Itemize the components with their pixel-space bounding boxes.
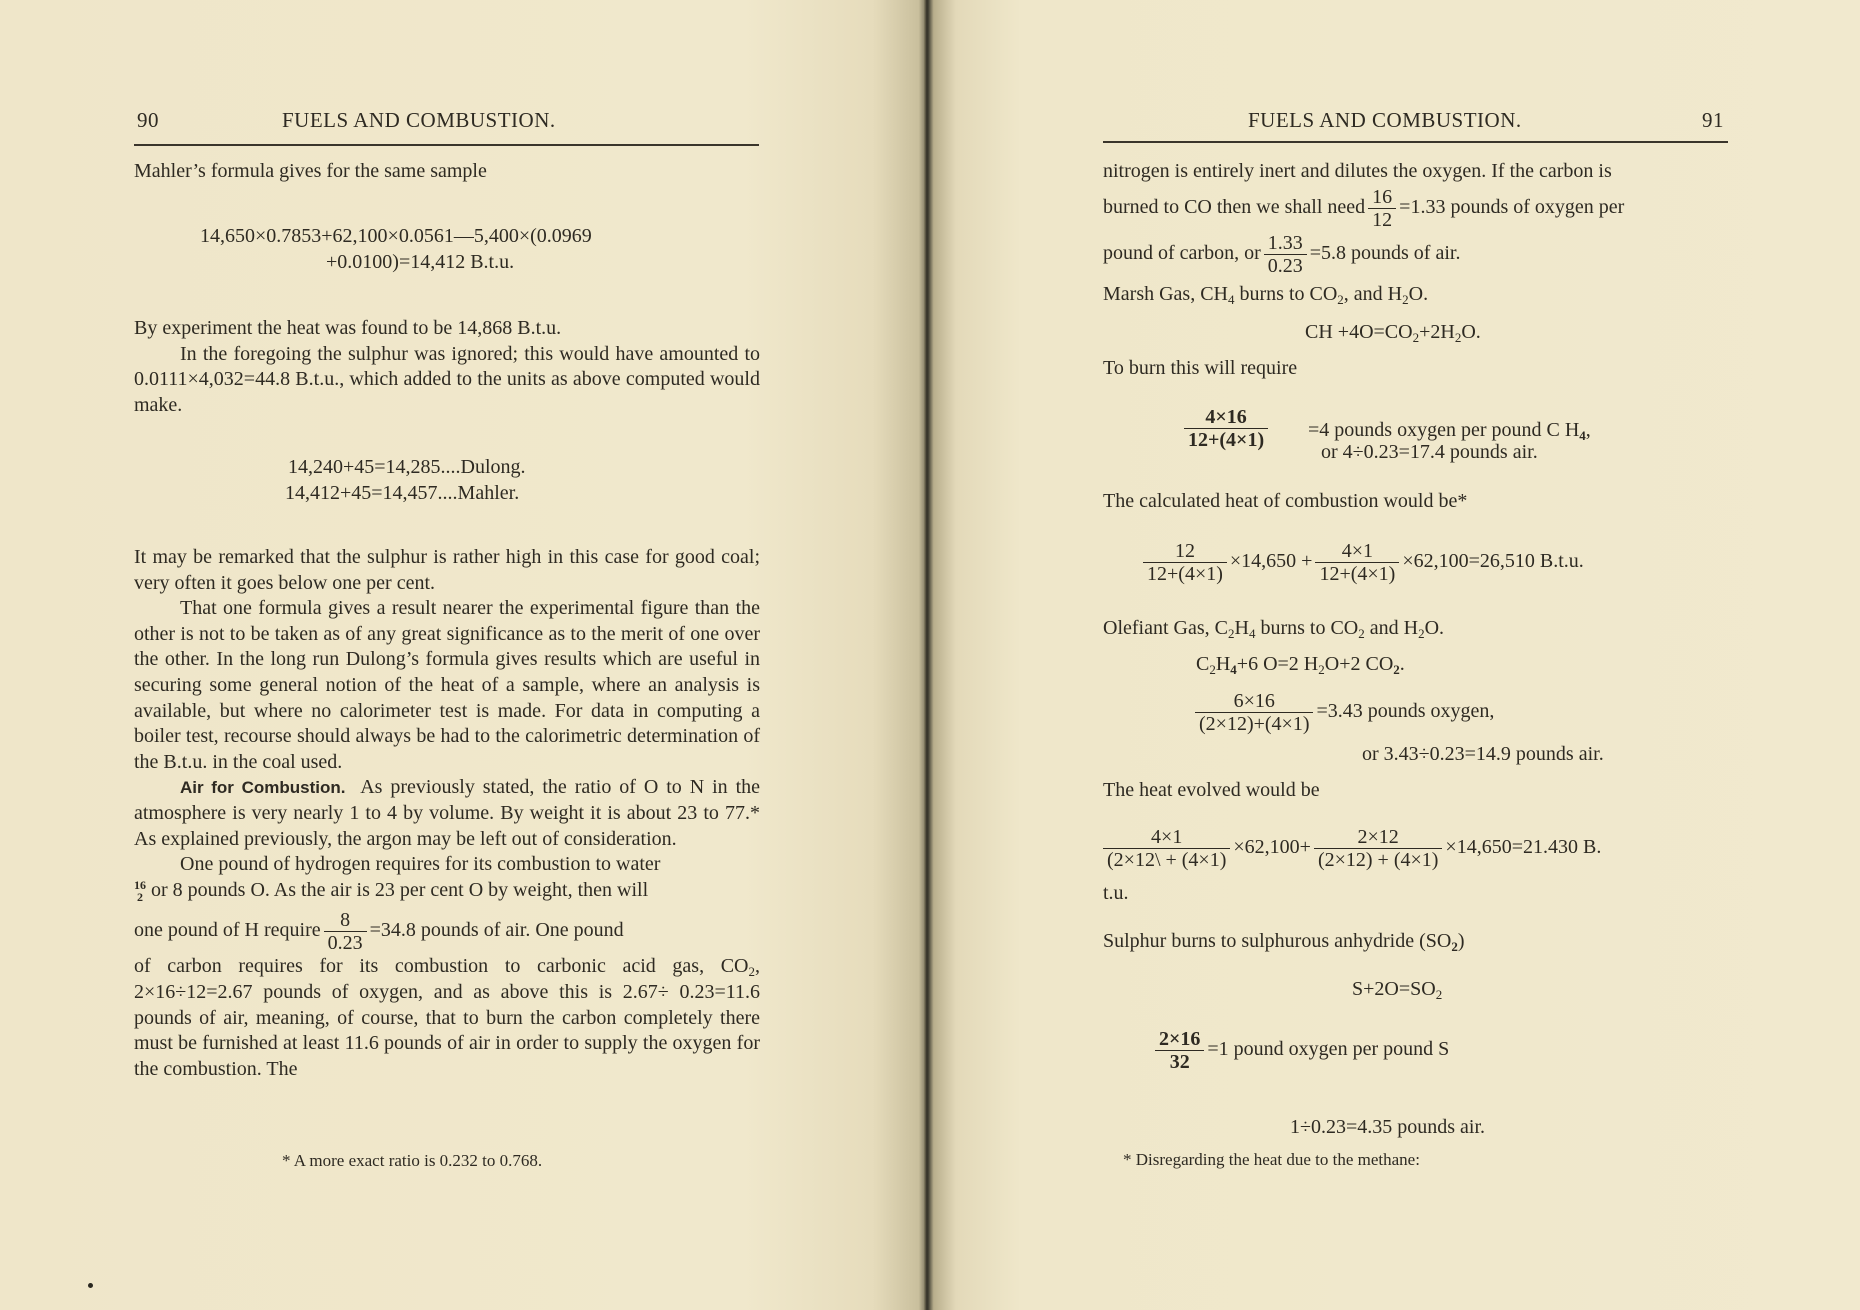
fraction-16-over-2	[134, 879, 146, 903]
paragraph-air-for-combustion	[134, 775, 760, 852]
subscript: 2	[1318, 662, 1325, 677]
fraction-numerator: 2×16	[1155, 1028, 1204, 1051]
footnote-left: * A more exact ratio is 0.232 to 0.768.	[282, 1151, 543, 1170]
ch4-oxygen-text-b: ,	[1585, 419, 1591, 441]
paragraph-carbon	[134, 954, 760, 1082]
olefiant-text: O.	[1424, 617, 1445, 639]
fraction-2x12-over-28	[1314, 826, 1442, 871]
heat2-eq-mult-2: ×14,650=21.430 B.	[1445, 836, 1602, 859]
subscript: 4	[1228, 292, 1235, 307]
olefiant-text: burns to CO	[1255, 617, 1359, 639]
subscript: 2	[1451, 939, 1458, 954]
heat-eq-mult-1: ×14,650 +	[1229, 550, 1313, 573]
fraction-16-over-12	[1368, 186, 1396, 231]
co-text-a: burned to CO then we shall need	[1103, 196, 1366, 219]
fraction-8-over-0.23	[324, 909, 367, 954]
page-number-left: 90	[137, 108, 159, 132]
paragraph-mahler-intro: Mahler’s formula gives for the same sample	[134, 160, 487, 182]
heat2-eq-mult-1: ×62,100+	[1233, 836, 1311, 859]
equation-ch4-oxygen	[1181, 406, 1271, 451]
subscript: 2	[1337, 292, 1344, 307]
fraction-numerator: 16	[1368, 186, 1396, 209]
so2-air-text: 1÷0.23=4.35 pounds air.	[1290, 1116, 1486, 1138]
paragraph-hydrogen-cont	[134, 878, 760, 904]
co-text-d: =5.8 pounds of air.	[1309, 242, 1461, 265]
equation-mahler-total: 14,412+45=14,457....Mahler.	[285, 482, 520, 504]
fraction-numerator: 8	[324, 909, 367, 932]
subscript: 2	[1227, 626, 1235, 641]
right-page	[928, 0, 1860, 1310]
fraction-numerator: 4×16	[1184, 406, 1268, 429]
line-pound-of-carbon	[1103, 232, 1460, 277]
subscript: 2	[748, 964, 755, 980]
sulphur-ignored-text: In the foregoing the sulphur was ignored; this would have amounted to 0.0111×4,032=44.8 B.t.u., which added to the units as above computed would make.	[134, 342, 760, 416]
fraction-4x16-over-12plus4x1	[1184, 406, 1268, 451]
ink-speck	[88, 1283, 93, 1288]
ch4-oxygen-text-a: =4 pounds oxygen per pound C H	[1308, 419, 1580, 441]
equation-so2-oxygen	[1152, 1028, 1449, 1073]
c2h4-air-text: or 3.43÷0.23=14.9 pounds air.	[1362, 743, 1604, 765]
subscript: 4	[1248, 626, 1256, 641]
fraction-numerator: 12	[1143, 540, 1227, 563]
eq-part: .	[1399, 653, 1405, 675]
olefiant-text: Olefiant Gas, C	[1103, 617, 1228, 639]
eq-part: +2H	[1419, 321, 1455, 343]
fraction-numerator: 1.33	[1264, 232, 1307, 255]
eq-part: O.	[1461, 321, 1481, 343]
co-text-c: pound of carbon, or	[1103, 242, 1261, 265]
fraction-denominator: 2	[137, 890, 143, 905]
carbon-text-b: , 2×16÷12=2.67 pounds of oxygen, and as above this is 2.67÷ 0.23=11.6 pounds of air, meaning, of course, that to burn the carbon completely there must be furnished at least 11.6 pounds of air in order to supply the oxygen for the combustion. The	[134, 955, 760, 1080]
equation-ch4-heat	[1140, 540, 1584, 585]
equation-mahler-line2: +0.0100)=14,412 B.t.u.	[326, 251, 515, 273]
fraction-denominator: (2×12)+(4×1)	[1199, 713, 1310, 735]
fraction-1.33-over-0.23	[1264, 232, 1307, 277]
subscript: 2	[1435, 987, 1443, 1002]
paragraph-to-burn: To burn this will require	[1103, 357, 1298, 379]
fraction-numerator: 6×16	[1195, 690, 1313, 713]
eq-part: C	[1196, 653, 1210, 675]
running-title-right: FUELS AND COMBUSTION.	[1248, 108, 1522, 132]
left-page	[0, 0, 928, 1310]
fraction-denominator: 0.23	[327, 932, 363, 955]
eq-part: +6 O=2 H	[1236, 653, 1319, 675]
hydrogen-text-c: one pound of H require	[134, 919, 321, 942]
fraction-denominator: (2×12\ + (4×1)	[1107, 849, 1227, 871]
equation-c2h4-combustion	[1196, 651, 1405, 677]
fraction-numerator: 4×1	[1103, 826, 1230, 849]
marsh-text-c: , and H	[1343, 283, 1403, 305]
line-olefiant-gas	[1103, 615, 1444, 641]
subscript: 2	[1454, 330, 1462, 345]
ch4-air-text: or 4÷0.23=17.4 pounds air.	[1321, 441, 1538, 463]
fraction-12-over-16	[1143, 540, 1227, 585]
fraction-denominator: (2×12) + (4×1)	[1317, 849, 1439, 871]
eq-part: O+2 CO	[1324, 653, 1394, 675]
olefiant-text: and H	[1364, 617, 1419, 639]
subscript: 2	[1358, 626, 1365, 641]
equation-dulong: 14,240+45=14,285....Dulong.	[288, 456, 526, 478]
fraction-denominator: 0.23	[1267, 255, 1303, 277]
fraction-numerator: 4×1	[1315, 540, 1399, 563]
subscript: 2	[1209, 662, 1216, 677]
so2-oxygen-text: =1 pound oxygen per pound S	[1207, 1038, 1450, 1061]
paragraph-remark: It may be remarked that the sulphur is rather high in this case for good coal; very often it goes below one per cent.	[134, 546, 760, 594]
hydrogen-text-b: or 8 pounds O. As the air is 23 per cent O by weight, then will	[151, 878, 649, 901]
line-burned-to-co	[1103, 186, 1624, 231]
paragraph-experiment	[134, 316, 760, 418]
fraction-numerator: 2×12	[1314, 826, 1442, 849]
paragraph-calculated-heat: The calculated heat of combustion would be*	[1103, 490, 1468, 512]
paragraph-nitrogen: nitrogen is entirely inert and dilutes the oxygen. If the carbon is	[1103, 160, 1612, 182]
equation-mahler-line1: 14,650×0.7853+62,100×0.0561—5,400×(0.0969	[200, 225, 592, 247]
heat2-tail-text: t.u.	[1103, 882, 1129, 904]
paragraph-formula-comparison: That one formula gives a result nearer the experimental figure than the other is not to be taken as of any great significance as to the merit of one over the other. In the long run Dulong’s formula gives results which are useful in securing some general notion of the heat of a sample, where an analysis is available, but where no calorimeter test is made. For data in computing a boiler test, recourse should always be had to the calorimetric determination of the B.t.u. in the coal used.	[134, 597, 760, 773]
fraction-denominator: 12+(4×1)	[1188, 429, 1265, 451]
paragraph-heat-evolved: The heat evolved would be	[1103, 779, 1320, 801]
page-number-right: 91	[1702, 108, 1724, 132]
hydrogen-text-a: One pound of hydrogen requires for its combustion to water	[180, 853, 661, 876]
line-marsh-gas	[1103, 281, 1428, 307]
experiment-text: By experiment the heat was found to be 14,868 B.t.u.	[134, 317, 562, 339]
sulphur-text-b: )	[1457, 930, 1465, 952]
fraction-6x16-over-28	[1195, 690, 1313, 735]
header-rule-right	[1103, 141, 1728, 143]
fraction-4x1-over-16	[1315, 540, 1399, 585]
subscript: 4	[1579, 428, 1586, 443]
subscript: 4	[1230, 662, 1237, 677]
carbon-text-a: of carbon requires for its combustion to carbonic acid gas, CO	[134, 955, 749, 978]
air-text: As previously stated, the ratio of O to N in the atmosphere is very nearly 1 to 4 by volume. By weight it is about 23 to 77.* As explained previously, the argon may be left out of consideration.	[134, 776, 760, 850]
subscript: 2	[1412, 330, 1420, 345]
olefiant-text: H	[1234, 617, 1249, 639]
co-text-b: =1.33 pounds of oxygen per	[1399, 196, 1625, 219]
marsh-text-a: Marsh Gas, CH	[1103, 283, 1228, 305]
paragraph-hydrogen-require	[134, 909, 760, 954]
body-text-block	[134, 545, 760, 1082]
marsh-text-b: burns to CO	[1234, 283, 1338, 305]
section-heading-air: Air for Combustion.	[180, 778, 346, 798]
subscript: 2	[1393, 662, 1400, 677]
c2h4-oxygen-text: =3.43 pounds oxygen,	[1316, 700, 1495, 723]
eq-part: S+2O=SO	[1352, 978, 1436, 1000]
running-title-left: FUELS AND COMBUSTION.	[282, 108, 556, 132]
hydrogen-text-d: =34.8 pounds of air. One pound	[369, 919, 624, 942]
fraction-denominator: 32	[1169, 1051, 1190, 1073]
eq-part: H	[1215, 653, 1231, 675]
eq-part: CH +4O=CO	[1305, 321, 1413, 343]
line-sulphur	[1103, 928, 1465, 954]
footnote-right: * Disregarding the heat due to the methane:	[1123, 1150, 1420, 1169]
fraction-2x16-over-32	[1155, 1028, 1204, 1073]
paragraph-hydrogen	[134, 852, 760, 878]
equation-ch4-combustion	[1305, 319, 1481, 345]
marsh-text-d: O.	[1408, 283, 1429, 305]
subscript: 2	[1402, 292, 1409, 307]
sulphur-text-a: Sulphur burns to sulphurous anhydride (SO	[1103, 930, 1452, 952]
subscript: 2	[1418, 626, 1425, 641]
fraction-4x1-over-28	[1103, 826, 1230, 871]
fraction-denominator: 12+(4×1)	[1147, 563, 1223, 585]
equation-so2	[1352, 976, 1442, 1002]
equation-c2h4-oxygen	[1192, 690, 1494, 735]
heat-eq-mult-2: ×62,100=26,510 B.t.u.	[1402, 550, 1584, 573]
fraction-denominator: 12+(4×1)	[1319, 563, 1396, 585]
fraction-denominator: 12	[1372, 209, 1393, 231]
equation-c2h4-heat	[1100, 826, 1601, 871]
fraction-numerator: 16	[134, 878, 146, 893]
header-rule-left	[134, 144, 759, 146]
